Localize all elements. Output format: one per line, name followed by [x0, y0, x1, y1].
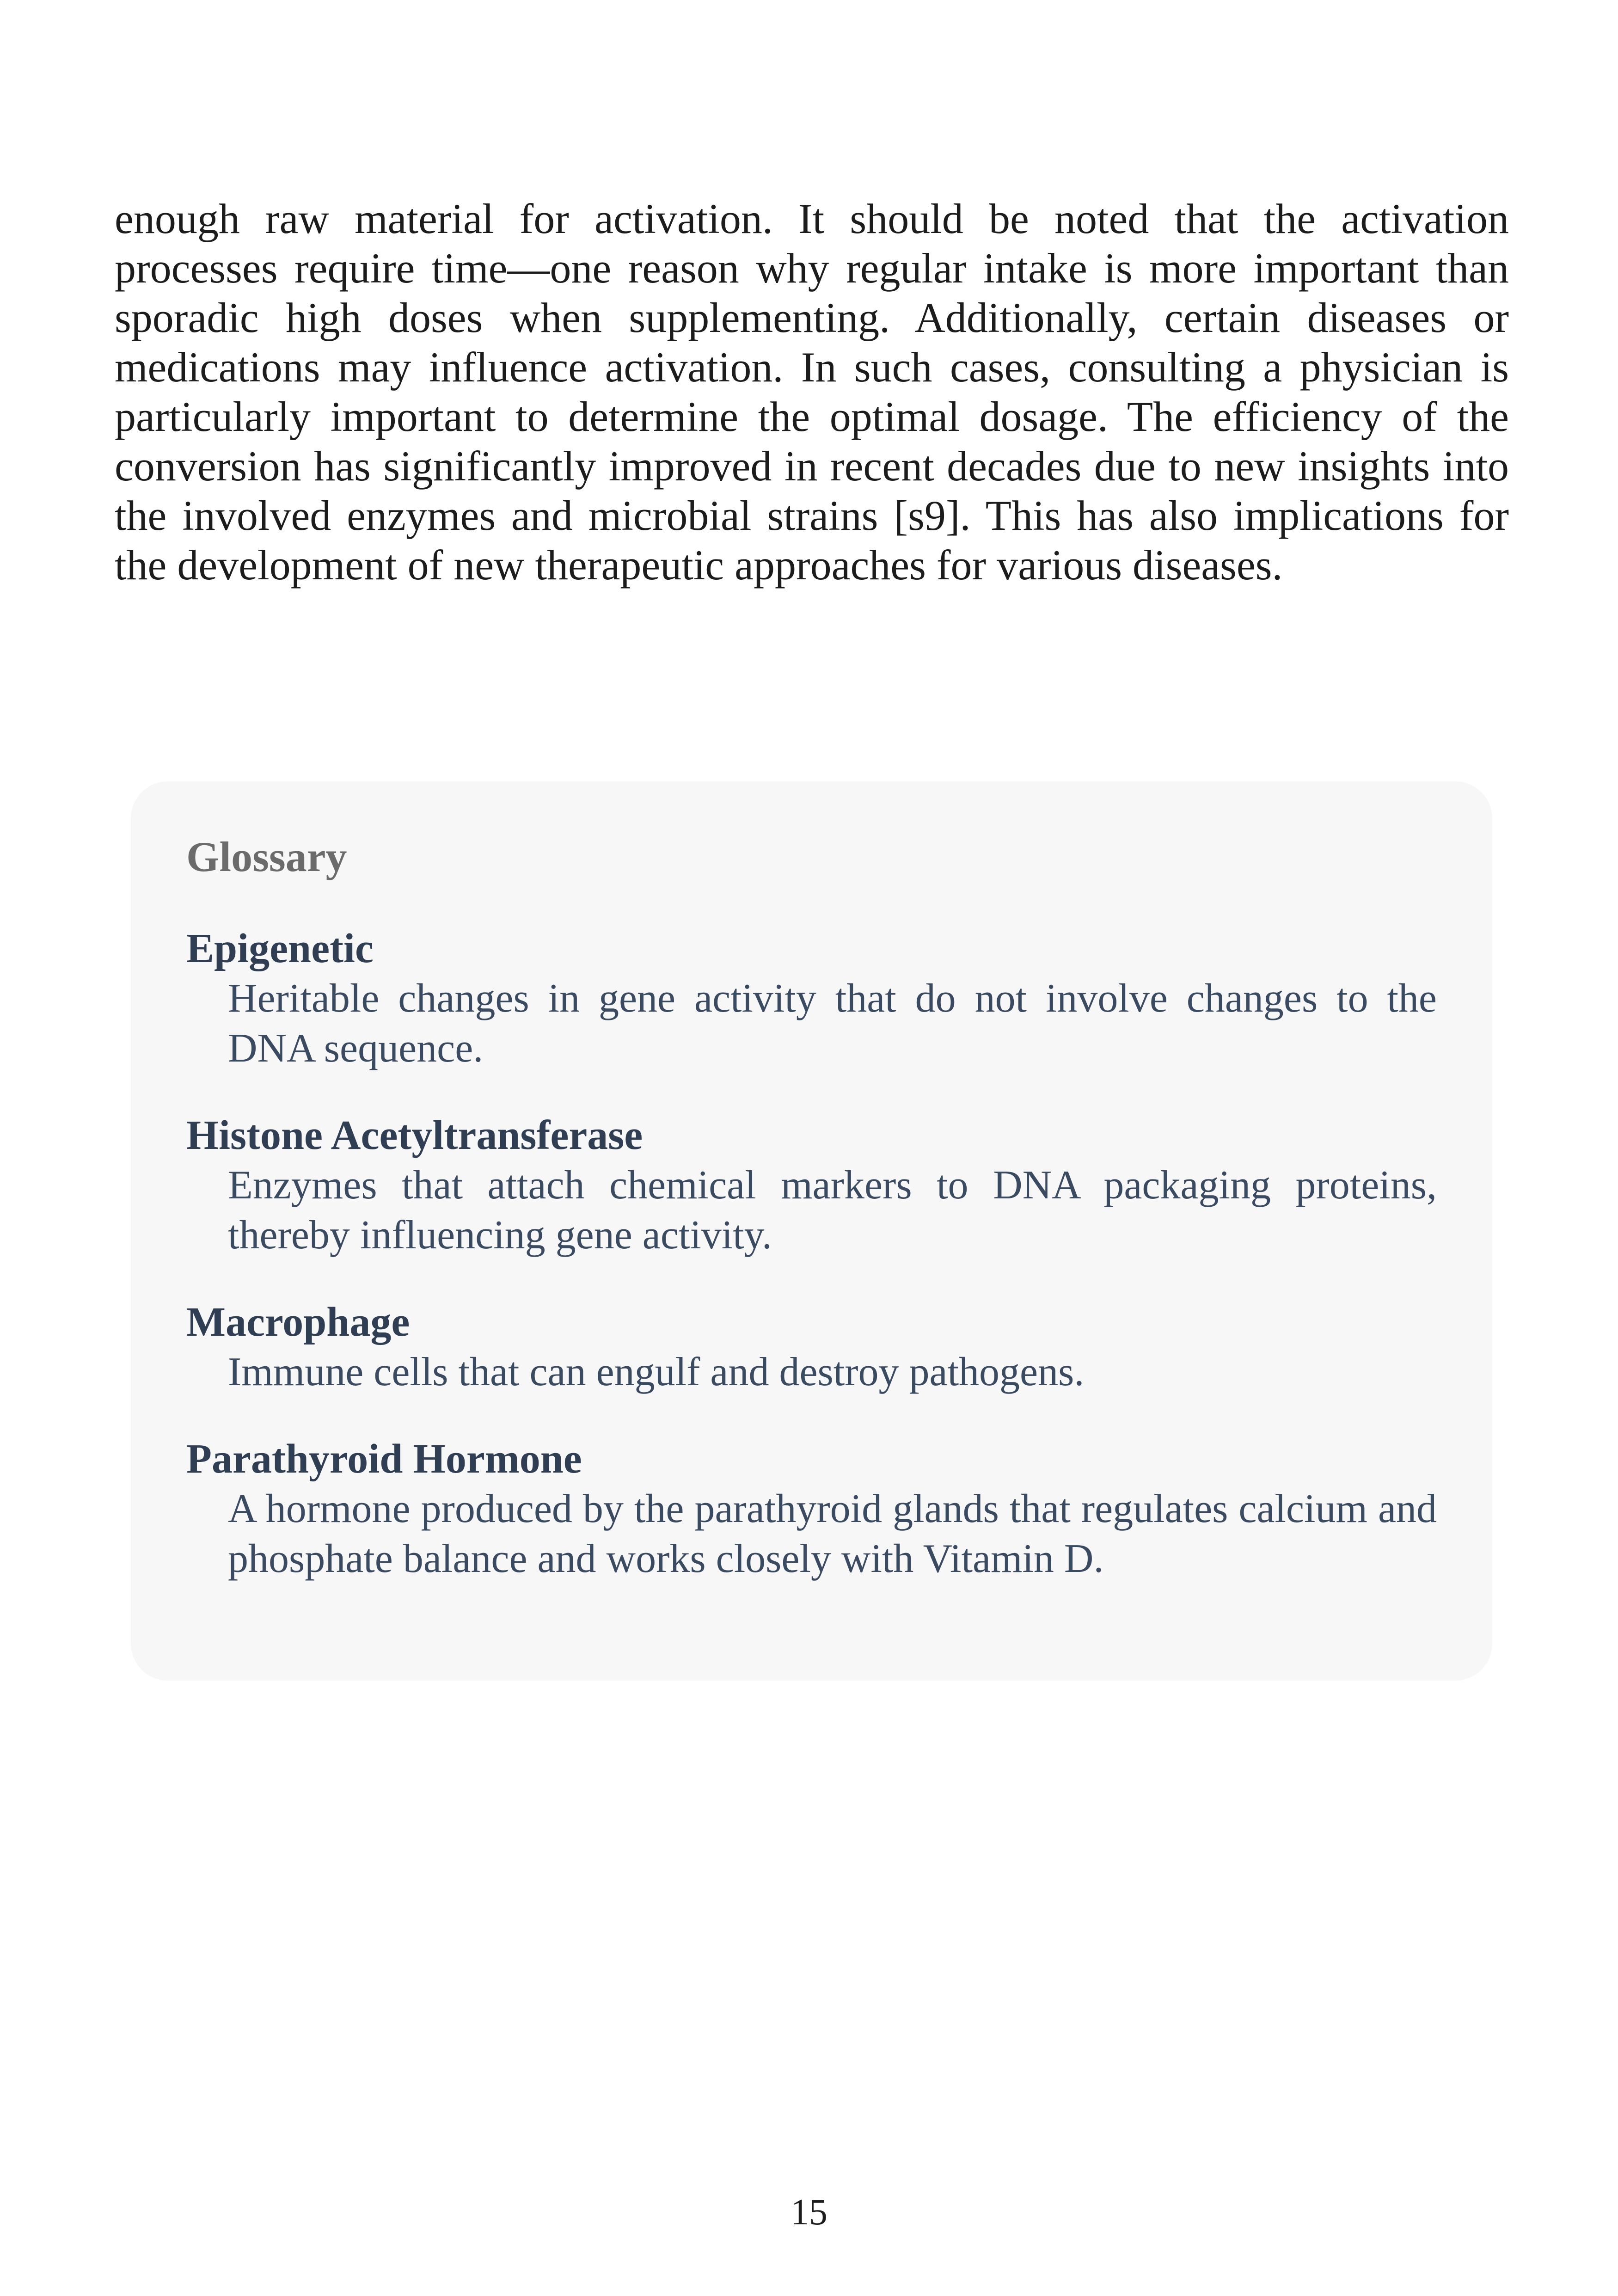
- glossary-entry-epigenetic: [186, 924, 1437, 1074]
- glossary-term: Epigenetic: [186, 926, 374, 971]
- glossary-entries: [186, 924, 1437, 1584]
- glossary-definition: A hormone produced by the parathyroid glands that regulates calcium and phosphate balance and works closely with Vitamin D.: [228, 1486, 1437, 1581]
- glossary-box: [131, 781, 1492, 1681]
- glossary-title: Glossary: [186, 833, 347, 880]
- glossary-definition: Immune cells that can engulf and destroy pathogens.: [228, 1350, 1085, 1394]
- glossary-term: Histone Acetyltransferase: [186, 1112, 643, 1158]
- glossary-term: Macrophage: [186, 1299, 410, 1345]
- glossary-definition: Enzymes that attach chemical markers to DNA packaging proteins, thereby influencing gene activity.: [228, 1163, 1437, 1258]
- glossary-entry-histone-acetyltransferase: [186, 1111, 1437, 1260]
- page-number: 15: [791, 2192, 827, 2233]
- glossary-definition: Heritable changes in gene activity that do not involve changes to the DNA sequence.: [228, 976, 1437, 1071]
- glossary-term: Parathyroid Hormone: [186, 1436, 582, 1482]
- glossary-entry-macrophage: [186, 1297, 1437, 1397]
- body-paragraph: enough raw material for activation. It should be noted that the activation processes require time—one reason why regular intake is more important than sporadic high doses when supplementing. Additionally, certain diseases or medications may influence activation. In such cases, consulting a physician is particularly important to determine the optimal dosage. The efficiency of the conversion has significantly improved in recent decades due to new insights into the involved enzymes and microbial strains [s9]. This has also implications for the development of new therapeutic approaches for various diseases.: [115, 195, 1509, 589]
- glossary-entry-parathyroid-hormone: [186, 1434, 1437, 1584]
